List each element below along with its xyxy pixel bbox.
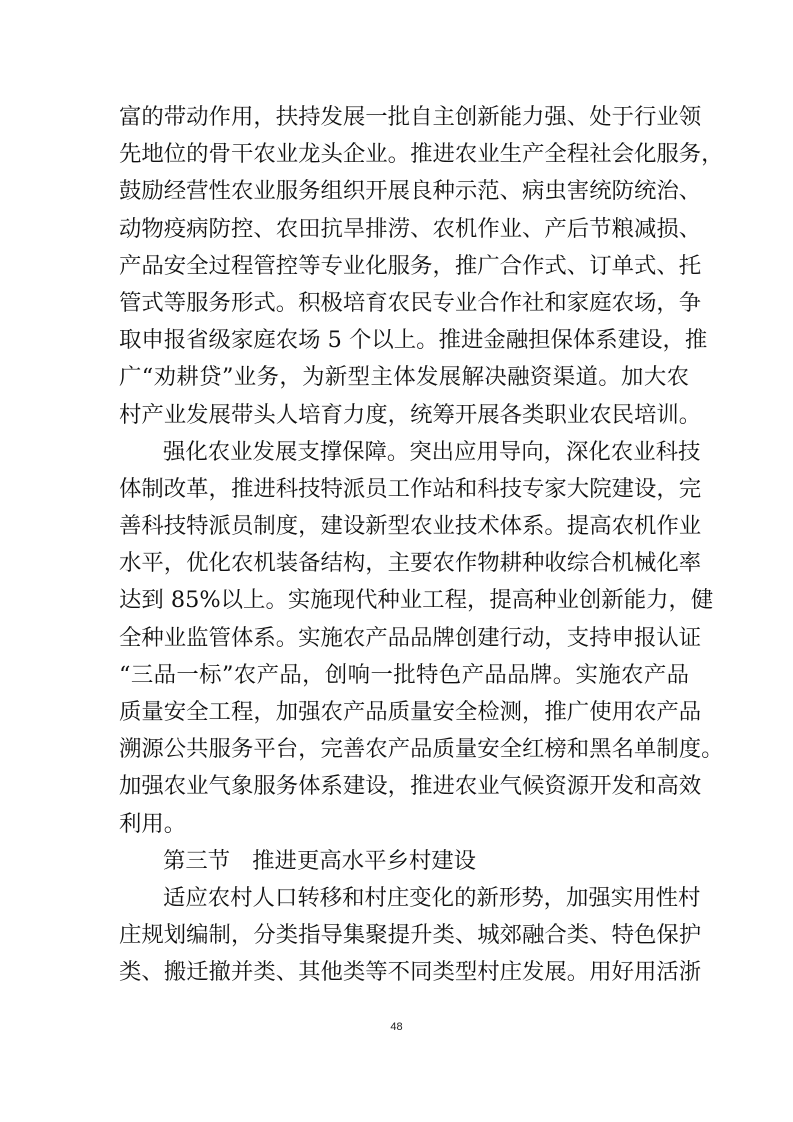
text-line: 质量安全工程，加强农产品质量安全检测，推广使用农产品 [119,699,702,725]
paragraph-lead: 强化农业发展支撑保障。 [163,438,410,465]
text-line: 富的带动作用，扶持发展一批自主创新能力强、处于行业领 [119,104,702,130]
text-line: 利用。 [119,810,187,837]
text-line: 溯源公共服务平台，完善农产品质量安全红榜和黑名单制度。 [119,736,724,763]
text-line: 鼓励经营性农业服务组织开展良种示范、病虫害统防统治、 [119,178,702,205]
section-title: 推进更高水平乡村建设 [252,847,477,874]
body-text [119,99,724,992]
text-line: 取申报省级家庭农场 5 个以上。推进金融担保体系建设，推 [119,327,708,354]
text-line: 体制改革，推进科技特派员工作站和科技专家大院建设，完 [119,475,702,502]
text-line: 善科技特派员制度，建设新型农业技术体系。提高农机作业 [119,513,702,540]
text-line: 全种业监管体系。实施农产品品牌创建行动，支持申报认证 [119,624,702,651]
text-line: 动物疫病防控、农田抗旱排涝、农机作业、产后节粮减损、 [119,215,702,242]
text-line: 先地位的骨干农业龙头企业。推进农业生产全程社会化服务， [119,141,724,168]
paragraph-first-line [119,434,701,471]
page-number: 48 [390,1021,403,1033]
text-line: 水平，优化农机装备结构，主要农作物耕种收综合机械化率 [119,550,702,577]
text-line: 类、搬迁撤并类、其他类等不同类型村庄发展。用好用活浙 [119,959,702,986]
text-line: 管式等服务形式。积极培育农民专业合作社和家庭农场，争 [119,289,702,316]
text-line: 庄规划编制，分类指导集聚提升类、城郊融合类、特色保护 [119,922,702,949]
text-line: 达到 85%以上。实施现代种业工程，提高种业创新能力，健 [119,587,714,614]
text-line: 加强农业气象服务体系建设，推进农业气候资源开发和高效 [119,773,702,800]
section-number: 第三节 [163,847,231,874]
text-line: 村产业发展带头人培育力度，统筹开展各类职业农民培训。 [119,401,702,428]
text-line: “三品一标”农产品，创响一批特色产品品牌。实施农产品 [119,661,689,688]
section-heading [119,843,689,880]
paragraph-first-line: 适应农村人口转移和村庄变化的新形势，加强实用性村 [163,884,701,911]
text-line: 产品安全过程管控等专业化服务，推广合作式、订单式、托 [119,252,702,279]
paragraph-text: 突出应用导向，深化农业科技 [409,438,701,465]
text-line: 广“劝耕贷”业务，为新型主体发展解决融资渠道。加大农 [119,364,689,391]
